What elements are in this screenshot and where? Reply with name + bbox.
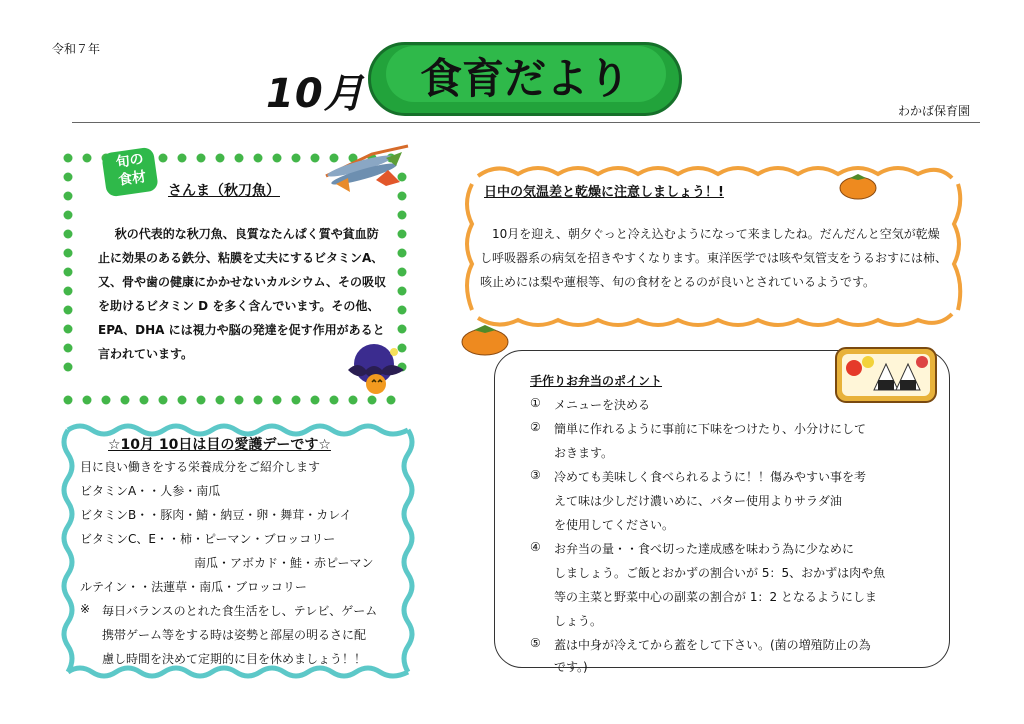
temperature-body: 10月を迎え、朝夕ぐっと冷え込むようになって来ましたね。だんだんと空気が乾燥し呼吸器系の病気を招きやすくなります。東洋医学では咳や気管支をうるおすには柿、咳止めには梨や蓮根等、旬の食材をとるのが良いとされているようです。 [480, 227, 948, 289]
eye-day-note: 携帯ゲーム等をする時は姿勢と部屋の明るさに配 [102, 628, 367, 642]
bento-item-text: しょう。 [554, 614, 603, 628]
bento-item-text: を使用してください。 [554, 518, 675, 532]
halloween-illustration [344, 340, 410, 396]
page-title: 食育だより [419, 54, 630, 103]
bento-item-number: ③ [530, 468, 541, 482]
seasonal-badge-text: 旬の 食材 [114, 151, 148, 189]
eye-day-line: ビタミンB・・豚肉・鯖・納豆・卵・舞茸・カレイ [80, 508, 352, 522]
eye-day-note-mark: ※ [80, 602, 91, 616]
eye-day-note: 慮し時間を決めて定期的に目を休めましょう！！ [102, 652, 367, 666]
eye-day-heading: ☆10月 10日は目の愛護デーです☆ [108, 437, 331, 453]
bento-item-number: ④ [530, 540, 541, 554]
eye-day-line: ルテイン・・法蓮草・南瓜・ブロッコリー [80, 580, 307, 594]
bento-item-text: 冷めても美味しく食べられるように！！傷みやすい事を考 [554, 470, 867, 484]
eye-day-line: ビタミンC、E・・柿・ピーマン・ブロッコリー [80, 532, 336, 546]
bento-item-text: えて味は少しだけ濃いめに、バター使用よりサラダ油 [554, 494, 842, 508]
bento-item-text: 蓋は中身が冷えてから蓋をして下さい。(菌の増殖防止の為 [554, 638, 871, 652]
bento-item-text: おきます。 [554, 446, 614, 460]
school-name: わかば保育園 [898, 104, 971, 118]
era-year: 令和７年 [52, 42, 101, 56]
month-label: 10月 [266, 71, 365, 117]
bento-item-number: ⑤ [530, 636, 541, 650]
bento-item-text: お弁当の量・・食べ切った達成感を味わう為に少なめに [554, 542, 855, 556]
eye-day-line: 南瓜・アボカド・鮭・赤ピーマン [194, 556, 374, 570]
bento-item-text: しましょう。ご飯とおかずの割合いが 5：5、おかずは肉や魚 [554, 566, 886, 580]
sanma-body: 秋の代表的な秋刀魚、良質なたんぱく質や貧血防止に効果のある鉄分、粘膜を丈夫にするビタミンA、又、骨や歯の健康にかかせないカルシウム、その吸収を助けるビタミン D を多く含んでいます。その他、EPA、DHA には視力や脳の発達を促す作用があると言われています。 [98, 227, 386, 361]
bento-item-text: です。) [554, 660, 588, 674]
eye-day-line: ビタミンA・・人参・南瓜 [80, 484, 221, 498]
eye-day-intro: 目に良い働きをする栄養成分をご紹介します [80, 460, 321, 474]
header-divider [72, 122, 980, 123]
sanma-heading: さんま（秋刀魚） [168, 183, 280, 199]
bento-item-text: 簡単に作れるように事前に下味をつけたり、小分けにして [554, 422, 867, 436]
eye-day-note: 毎日バランスのとれた食生活をし、テレビ、ゲーム [102, 604, 378, 618]
temperature-heading: 日中の気温差と乾燥に注意しましょう！! [484, 185, 724, 200]
bento-item-text: 等の主菜と野菜中心の副菜の割合が 1：2 となるようにしま [554, 590, 877, 604]
persimmon-icon [838, 170, 878, 200]
bento-item-text: メニューを決める [554, 398, 651, 412]
bento-item-number: ② [530, 420, 541, 434]
sanma-fish-illustration [316, 140, 412, 200]
persimmon-icon [460, 322, 510, 356]
bento-heading: 手作りお弁当のポイント [530, 374, 663, 388]
bento-item-number: ① [530, 396, 541, 410]
bento-illustration [834, 340, 938, 404]
